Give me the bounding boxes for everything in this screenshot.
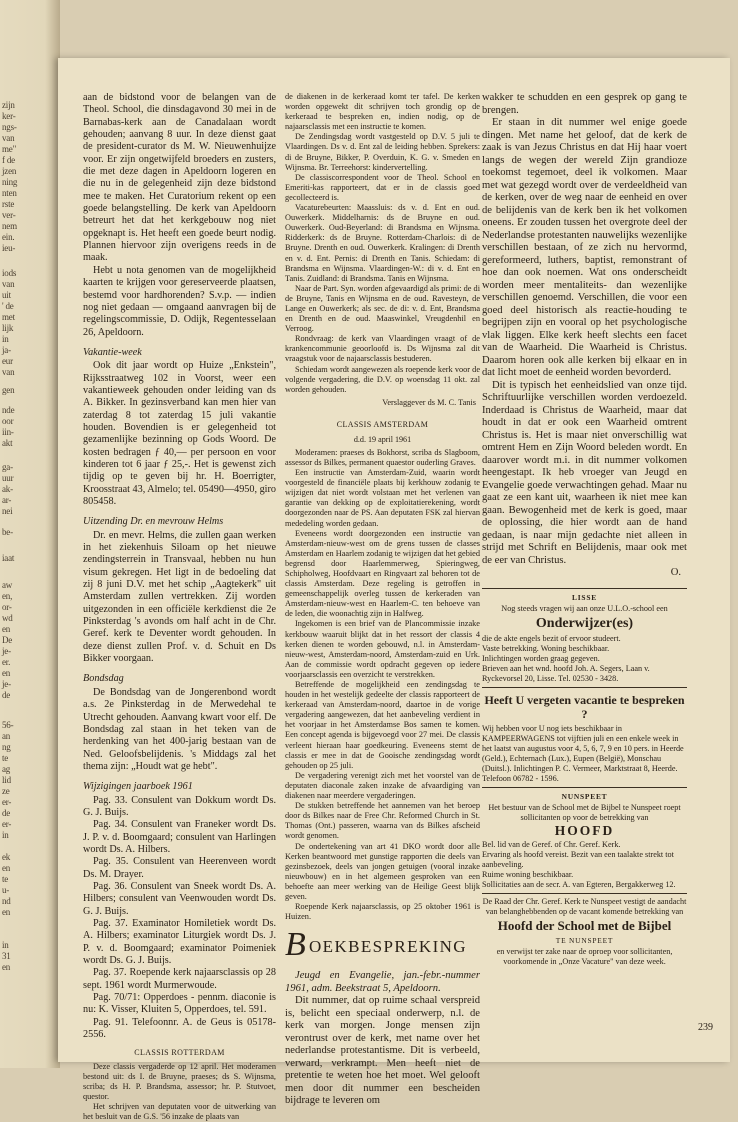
previous-page-fragment: van (2, 279, 15, 289)
previous-page-fragment: en, (2, 591, 13, 601)
previous-page-fragment: er- (2, 797, 12, 807)
ad-raad-place: TE NUNSPEET (555, 936, 614, 946)
review-cont-paragraph-1: wakker te schudden en een gesprek op gang te brengen. (482, 92, 687, 116)
ad-raad-lead: De Raad der Chr. Geref. Kerk te Nunspeet vestigt de aandacht van belanghebbenden op de vacant komende betrekking van (482, 896, 687, 916)
previous-page-fragment: in (2, 334, 9, 344)
previous-page-fragment: en (2, 863, 11, 873)
ad-nunspeet-title: HOOFD (554, 823, 615, 839)
wijziging-item: Pag. 33. Consulent van Dokkum wordt Ds. G. J. Buijs. (83, 794, 276, 818)
ad-lisse (482, 588, 687, 687)
ad-lisse-lead: Nog steeds vragen wij aan onze U.L.O.-school een (501, 603, 668, 613)
wijziging-item: Pag. 34. Consulent van Franeker wordt Ds. J. P. v. d. Boomgaard; consulent van Harlingen wordt Ds. A. Hilbers. (83, 819, 276, 855)
rondvraag-paragraph: Rondvraag: de kerk van Vlaardingen vraagt of de krankencommunie geoorloofd is. Ds Wijnsma zal dit vraagstuk voor de najaarsclassis bestuderen. (285, 334, 480, 364)
previous-page-fragment: rste (2, 199, 15, 209)
previous-page-fragment: er. (2, 657, 11, 667)
previous-page-fragment: je- (2, 679, 11, 689)
previous-page-fragment: 56- (2, 720, 14, 730)
section-heading-vakantie: Vakantie-week (83, 346, 142, 358)
previous-page-fragment: je- (2, 646, 11, 656)
previous-page-fragment: met (2, 312, 15, 322)
previous-page-fragment: jzen (2, 166, 17, 176)
previous-page-fragment: ga- (2, 462, 13, 472)
ad-lisse-title: Onderwijzer(es) (535, 615, 634, 631)
previous-page-fragment: aw (2, 580, 13, 590)
ad-nunspeet-place: NUNSPEET (561, 791, 608, 801)
wijziging-item: Pag. 37. Roepende kerk najaarsclassis op 28 sept. 1961 wordt Murmerwoude. (83, 967, 276, 991)
ad-vacantie-body: Wij hebben voor U nog iets beschikbaar in KAMPEERWAGENS tot vijftien juli en een enkele week in het laatst van augustus voor 4, 5, 6, 7, 9 en 10 pers. in Heerde (Geld.), Echternach (Lux.), Eupen (België), Monschau (Duitsl.). Inlichtingen P. C. Vermeer, Marktstraat 8, Heerde. Telefoon 06782 - 1596. (482, 723, 684, 783)
previous-page-fragment: de (2, 690, 11, 700)
previous-page-fragment: nde (2, 405, 15, 415)
bondsdag-paragraph: De Bondsdag van de Jongerenbond wordt a.s. 2e Pinksterdag in de Merwedehal te Utrecht gehouden. Aanvang kwart voor elf. De Bondsdag zal staan in het teken van de herdenking van het 400-jarig bestaan van de Ned. Geloofsbelijdenis. 's Middags zal het thema zijn: „Houdt wat ge hebt". (83, 686, 276, 772)
previous-page-fragment: ng (2, 742, 11, 752)
review-paragraph: Dit nummer, dat op ruime schaal verspreid is, belicht een speciaal onderwerp, n.l. de kerk van morgen. Jonge mensen zijn verontrust over de kerk, met name over het nederlandse protestantisme. Dit is verbeeld, verward, verkrampt. Men heeft niet de pretentie te weten hoe het moet. Wel gelooft men door dit nummer een bescheiden bijdrage te leveren om (285, 995, 480, 1107)
previous-page-fragment: De (2, 635, 13, 645)
rotterdam-cont-paragraph: de diakenen in de kerkeraad komt ter tafel. De kerken worden opgewekt dit schrijven toch grondig op de kerkeraad te bespreken en, indien nodig, op de najaarsclassis met een instructie te komen. (285, 92, 480, 132)
classis-amsterdam-date: d.d. 19 april 1961 (353, 434, 412, 444)
bidstond-paragraph: aan de bidstond voor de belangen van de Theol. School, die dinsdagavond 30 mei in de Barnabas-kerk aan de Canadalaan wordt gehouden; aanvang 8 uur. In deze dienst gaat de president-curator ds M. W. Nieuwenhuijze voor. Er zijn ongetwijfeld broeders en zusters, die met deze dagen in Apeldoorn logeren en die nu in de gelegenheid zijn deze bidstond mee te maken. Het Curatorium rekent op een goede belangstelling. De kerk van Apeldoorn betreurt het dat het kerkgebouw nog niet opgeknapt is. Het heeft een goede beurt nodig. Plannen hiervoor zijn overigens reeds in de maak. (83, 92, 276, 264)
ad-nunspeet-raad (482, 893, 687, 971)
amsterdam-paragraph-9: Roepende Kerk najaarsclassis, op 25 oktober 1961 is Huizen. (285, 902, 480, 922)
previous-page-fragment: ver- (2, 210, 16, 220)
previous-page-fragment: zijn (2, 100, 15, 110)
ad-nunspeet-body: Bel. lid van de Geref. of Chr. Geref. Kerk. Ervaring als hoofd vereist. Bezit van een taalakte strekt tot aanbeveling. Ruime woning beschikbaar. Sollicitaties aan de secr. A. van Egteren, Bergakkerweg 12. (482, 839, 676, 889)
previous-page-fragment: be- (2, 527, 13, 537)
ad-raad-body: en verwijst ter zake naar de oproep voor sollicitanten, voorkomende in „Onze Vacature" van deze week. (496, 947, 673, 967)
ad-lisse-place: LISSE (572, 592, 597, 602)
zendingsdag-paragraph: De Zendingsdag wordt vastgesteld op D.V. 5 juli te Vlaardingen. Ds v. d. Ent zal de leiding hebben. Sprekers: di de Bruyne, Bikker, P. Overduin, K. G. v. Smeden en Wijnsma. Br. Terreehorst: kindervertelling. (285, 132, 480, 172)
previous-page-fragment: in (2, 830, 9, 840)
previous-page-fragment: en (2, 907, 11, 917)
previous-page-fragment: en (2, 624, 11, 634)
previous-page-fragment: nten (2, 188, 17, 198)
previous-page-fragment: f de (2, 155, 15, 165)
previous-page-edge (0, 0, 60, 1068)
previous-page-fragment: oor (2, 416, 14, 426)
previous-page-fragment: ieu- (2, 243, 16, 253)
wijziging-item: Pag. 36. Consulent van Sneek wordt Ds. A. Hilbers; consulent van Veenwouden wordt Ds. G. J. Buijs. (83, 880, 276, 917)
wijzigingen-list (83, 795, 276, 1042)
ad-vacantie-title: Heeft U vergeten vacantie te bespreken ? (484, 692, 685, 722)
previous-page-fragment: ngs- (2, 122, 17, 132)
review-subtitle: Jeugd en Evangelie, jan.-febr.-nummer 1961, adm. Beekstraat 5, Apeldoorn. (285, 970, 480, 994)
amsterdam-paragraph-1: Moderamen: praeses ds Bokhorst, scriba ds Slagboom, assessor ds Bilkes, permanent quaestor ouderling Graves. (285, 447, 480, 467)
previous-page-fragment: uur (2, 473, 14, 483)
ad-nunspeet-hoofd (482, 787, 687, 893)
amsterdam-paragraph-3: Eveneens wordt doorgezonden een instructie van Amsterdam-nieuw-west om de grens tussen de classes Amsterdam en Haarlem zodanig te wijzigen dat het gebied begrensd door Haarlemmerweg, Spieringweg, Schipholweg, Hoofdvaart en Ringvaart zal behoren tot de classis Amsterdam. Deze regeling is getroffen in gemeenschappelijk overleg tussen de kerkeraden van Amsterdam-nieuw-west en Haarlem-C. ten behoeve van de leden, die woonachtig zijn in Halfweg. (285, 528, 480, 619)
previous-page-fragment: nem (2, 221, 17, 231)
schiedam-paragraph: Schiedam wordt aangewezen als roepende kerk voor de volgende vergadering, die D.V. op woensdag 11 okt. zal worden gehouden. (285, 364, 480, 394)
wijziging-item: Pag. 70/71: Opperdoes - pennm. diaconie is nu: K. Visser, Kluiten 5, Opperdoes, tel. 591. (83, 992, 276, 1016)
amsterdam-paragraph-7: De stukken betreffende het aannemen van het beroep door ds Bilkes naar de Free Chr. Reformed Church in St. Thomas (Ont.) passeren, waarna van ds Bilkes afscheid wordt genomen. (285, 801, 480, 841)
amsterdam-paragraph-8: De ondertekening van art 41 DKO wordt door alle Kerken beantwoord met gunstige rapporten die deels van gezinsbezoek, deels van jongen getuigen (vooral inzake nieuwbouw) en in het algemeen gesproken van een behoefte aan meer werking van de Heilige Geest blijk geven. (285, 841, 480, 901)
hardhorenden-paragraph: Hebt u nota genomen van de mogelijkheid kaarten te krijgen voor gereserveerde plaatsen, bestemd voor hardhorenden? S.v.p. — indien nog niet gedaan — omgaand aanvragen bij de regelingscommissie, D. Odijk, Regentesselaan 26, Apeldoorn. (83, 264, 276, 338)
page-number: 239 (698, 1022, 713, 1033)
classis-amsterdam-heading: CLASSIS AMSTERDAM (336, 420, 429, 430)
previous-page-fragment: iaat (2, 553, 15, 563)
previous-page-fragment: ak- (2, 484, 13, 494)
previous-page-fragment: gen (2, 385, 15, 395)
column-2 (285, 92, 480, 1108)
previous-page-fragment: or- (2, 602, 12, 612)
verslaggever-signature: Verslaggever ds M. C. Tanis (382, 397, 476, 407)
previous-page-fragment: ar- (2, 495, 12, 505)
boekbespreking-title: OEKBESPREKING (309, 937, 467, 957)
part-syn-paragraph: Naar de Part. Syn. worden afgevaardigd als primi: de di de Bruyne, Tanis en Wijnsma en de oud. Ravesteyn, de Lange en Ouwerkerk; als sec. de di: v. d. Ent, Brandsma en Drenth en de oud. Maaswinkel, Vreugdenhil en Verroog. (285, 283, 481, 334)
previous-page-fragment: van (2, 367, 15, 377)
previous-page-fragment: nei (2, 506, 13, 516)
previous-page-fragment: akt (2, 438, 13, 448)
ad-raad-title: Hoofd der School met de Bijbel (497, 917, 672, 933)
advertisements (482, 588, 687, 971)
previous-page-fragment: iin- (2, 427, 14, 437)
review-signature: O. (670, 567, 681, 578)
review-cont-paragraph-2: Er staan in dit nummer wel enige goede dingen. Met name het geloof, dat de kerk de zaak is van Jezus Christus en dat Hij haar voert langs de wegen der wereld Zijn grandioze toekomst tegemoet, deel ik volkomen. Maar met wat gezegd wordt over de verdeeldheid van de kerken, over de weg naar de eenheid en over de belijdenis van de kerk ben ik het volkomen oneens. Er zouden tussen het overgrote deel der Nederlandse protestanten nauwelijks wezenlijke verschillen bestaan, of ze zich nu hervormd, gereformeerd, luthers, baptist, remonstrant of hoe dan ook noemen. Wat ons onderscheidt worden meer mentaliteits- dan wezenlijke verschillen genoemd. Verschillen, die voor een goed deel historisch als reactie-houding te begrijpen zijn en vooral op het psychologische vlak liggen. Elke kerk heeft slechts een facet van de Waarheid. Die Waarheid is Christus. Daarom horen ook alle kerken bij elkaar en in dat licht moet de eenheid worden bevorderd. (482, 117, 687, 378)
amsterdam-paragraph-2: Een instructie van Amsterdam-Zuid, waarin wordt voorgesteld de financiële plaats bij kerkhouw zodanig te wijzigen dat niet wordt volstaan met het verlenen van garantie van dekking op de exploitatierekening, wordt doorgezonden naar de PS. Aan deputaten FSK zal hiervan mededeling worden gedaan. (285, 468, 480, 528)
amsterdam-paragraph-6: De vergadering verenigt zich met het voorstel van de deputaten diaconale zaken inzake de afvaardiging van diakenen naar meerdere vergaderingen. (285, 770, 480, 801)
previous-page-fragment: en (2, 962, 11, 972)
previous-page-fragment: ker- (2, 111, 16, 121)
classis-rotterdam-heading: CLASSIS ROTTERDAM (134, 1048, 225, 1058)
amsterdam-paragraph-5: Betreffende de mogelijkheid een zendingsdag te houden in het westelijk gedeelte der classis rapporteert de kerkeraad van Amsterdam-noord, daartoe in de vorige vergadering aangewezen, dat het aanbeveling verdient in het voorjaar in het Amsterdamse Bos samen te komen. Een concept agenda is bijgevoegd voor 27 mei. De classis verleent hieraan haar goedkeuring. Eveneens stemt de classis er mee in dat de Gooische zendingsdag wordt gehouden op 25 juli. (285, 680, 480, 770)
amsterdam-paragraph-4: Ingekomen is een brief van de Plancommissie inzake kerkbouw waaruit blijkt dat in het ressort der classis 4 kerken dienen te worden gebouwd, n.l. in Amsterdam-nieuw-west, Amsterdam-noord, Amsterdam-zuid en Urk. Aan de commissie wordt opdracht gegeven op iedere voorjaarsclassis een overzicht te verstrekken. (285, 619, 480, 679)
boekbespreking-initial: B (285, 926, 306, 964)
ad-nunspeet-lead: Het bestuur van de School met de Bijbel te Nunspeet roept sollicitanten op voor de betrekking van (488, 803, 681, 823)
boekbespreking-heading (285, 926, 480, 964)
previous-page-fragment: lijk (2, 323, 14, 333)
previous-page-fragment: u- (2, 885, 10, 895)
previous-page-fragment: nd (2, 896, 11, 906)
previous-page-fragment: te (2, 874, 9, 884)
previous-page-fragment: ning (2, 177, 18, 187)
previous-page-fragment: eur (2, 356, 13, 366)
previous-page-fragment: me" (2, 144, 17, 154)
section-heading-wijzigingen: Wijzigingen jaarboek 1961 (83, 781, 193, 793)
section-heading-bondsdag: Bondsdag (83, 673, 124, 685)
ad-lisse-body: die de akte engels bezit of ervoor studeert. Vaste betrekking. Woning beschikbaar. Inlichtingen worden graag gegeven. Brieven aan het wnd. hoofd Joh. A. Segers, Laan v. Ryckevorsel 20, Lisse. Tel. 02530 - 3428. (482, 633, 650, 683)
rotterdam-paragraph-1: Deze classis vergaderde op 12 april. Het moderamen bestond uit: ds I. de Bruyne, praeses; ds S. Wijnsma, scriba; ds H. P. Brandsma, assessor; hr. P. Stutvoet, questor. (83, 1061, 276, 1102)
previous-page-fragment: wd (2, 613, 13, 623)
previous-page-fragment: van (2, 133, 15, 143)
review-cont-paragraph-3: Dit is typisch het eenheidslied van onze tijd. Schriftuurlijke verschillen worden verdoezeld. Inderdaad is Christus de Waarheid, maar dat houdt in dat er ook een Waarheid omtrent Christus is. Het is maar niet onverschillig wat omtrent Hem en Zijn Woord beleden wordt. En daarover wordt m.i. in dit nummer volkomen heengestapt. Ik heb vroeger van Jeugd en Evangelie goede verwachtingen gehad. Maar nu gaat ze een kant uit, waarheen ik niet mee kan gaan. Bewogenheid met de kerk is goed, maar de oplossing, die hier wordt aan de hand gedaan, is naar mijn gedachte niet alleen in strijd met Schrift en Belijdenis, maar ook met de eer van Christus. (482, 379, 687, 566)
previous-page-fragment: uit (2, 290, 11, 300)
section-heading-helms: Uitzending Dr. en mevrouw Helms (83, 516, 224, 528)
previous-page-fragment: ek (2, 852, 11, 862)
previous-page-fragment: lid (2, 775, 11, 785)
wijziging-item: Pag. 91. Telefoonnr. A. de Geus is 05178-2556. (83, 1016, 276, 1041)
previous-page-fragment: er- (2, 819, 12, 829)
vakantie-paragraph: Ook dit jaar wordt op Huize „Enkstein", Rijksstraatweg 102 in Voorst, weer een vakantieweek gehouden onder leiding van ds A. Bikker. In gezinsverband kan men hier van zaterdag 8 tot zaterdag 15 juli vakantie houden. Bovendien is er gelegenheid tot gezamenlijke bezinning op Gods Woord. De kosten bedragen ƒ 40,— per persoon en voor kinderen tot 6 jaar ƒ 25,-. Het is gewenst zich tijdig op te geven bij hr. H. Boerrigter, Kroosstraat 43, Almelo; tel. 05490—4950, giro 805458. (83, 360, 276, 507)
previous-page-fragment: iods (2, 268, 17, 278)
wijziging-item: Pag. 35. Consulent van Heerenveen wordt Ds. M. Drayer. (83, 856, 276, 880)
previous-page-fragment: in (2, 940, 9, 950)
column-1 (83, 92, 276, 1122)
previous-page-fragment: an (2, 731, 11, 741)
previous-page-fragment: ag (2, 764, 11, 774)
wijziging-item: Pag. 37. Examinator Homiletiek wordt Ds. A. Hilbers; examinator Liturgiek wordt Ds. J. P. v. d. Boomgaard; examinator Poimeniek wordt Ds. G. J. Buijs. (83, 918, 276, 967)
previous-page-fragment: de (2, 808, 11, 818)
previous-page-fragment: en (2, 668, 11, 678)
vacaturebeurten-paragraph: Vacaturebeurten: Maassluis: ds v. d. Ent en oud. Ouwerkerk. Middelharnis: ds de Bruyne en oud. Ouwerkerk. Oud-Beyerland: di Brandsma en Wijnsma. Ridderkerk: ds de Bruyne. Rotterdam-Charlois: di de Bruyne. Drenth en oud. Ouwerkerk. Kralingen: di Drenth en v. d. Ent. Pernis: di Drenth en Tanis. Schiedam: di Brandsma en Wijnsma. Vlaardingen-W.: di v. d. Ent en Tanis. Zuidland: di Brandsma. Tanis en Wijnsma. (285, 203, 480, 283)
previous-page-fragment: ja- (2, 345, 11, 355)
previous-page-fragment: 31 (2, 951, 11, 961)
correspondent-paragraph: De classiscorrespondent voor de Theol. School en Emeriti-kas rapporteert, dat er in de classis goed gecollecteerd is. (285, 172, 480, 202)
rotterdam-paragraph-2: Het schrijven van deputaten voor de uitwerking van het besluit van de G.S. '56 inzake de plaats van (83, 1102, 276, 1122)
helms-paragraph: Dr. en mevr. Helms, die zullen gaan werken in het ziekenhuis Siloam op het nieuwe zendingsterrein in Transvaal, hebben nu hun visum gekregen. Het ligt in de bedoeling dat zij 8 juni D.V. met het schip „Aagtekerk" uit Amsterdam zullen vertrekken. Zij worden uitgezonden in een officiële kerkdienst die 2e Pinksterdag 's avonds om half acht in de Chr. Geref. kerk te Deventer wordt gehouden. In deze dienst zullen Prof. v. d. Schuit en Ds Bikker voorgaan. (83, 529, 276, 665)
previous-page-fragment: ein. (2, 232, 15, 242)
column-3 (482, 92, 687, 970)
previous-page-fragment: ze (2, 786, 10, 796)
previous-page-fragment: te (2, 753, 9, 763)
previous-page-fragment: ' de (2, 301, 14, 311)
ad-vacantie (482, 687, 687, 787)
